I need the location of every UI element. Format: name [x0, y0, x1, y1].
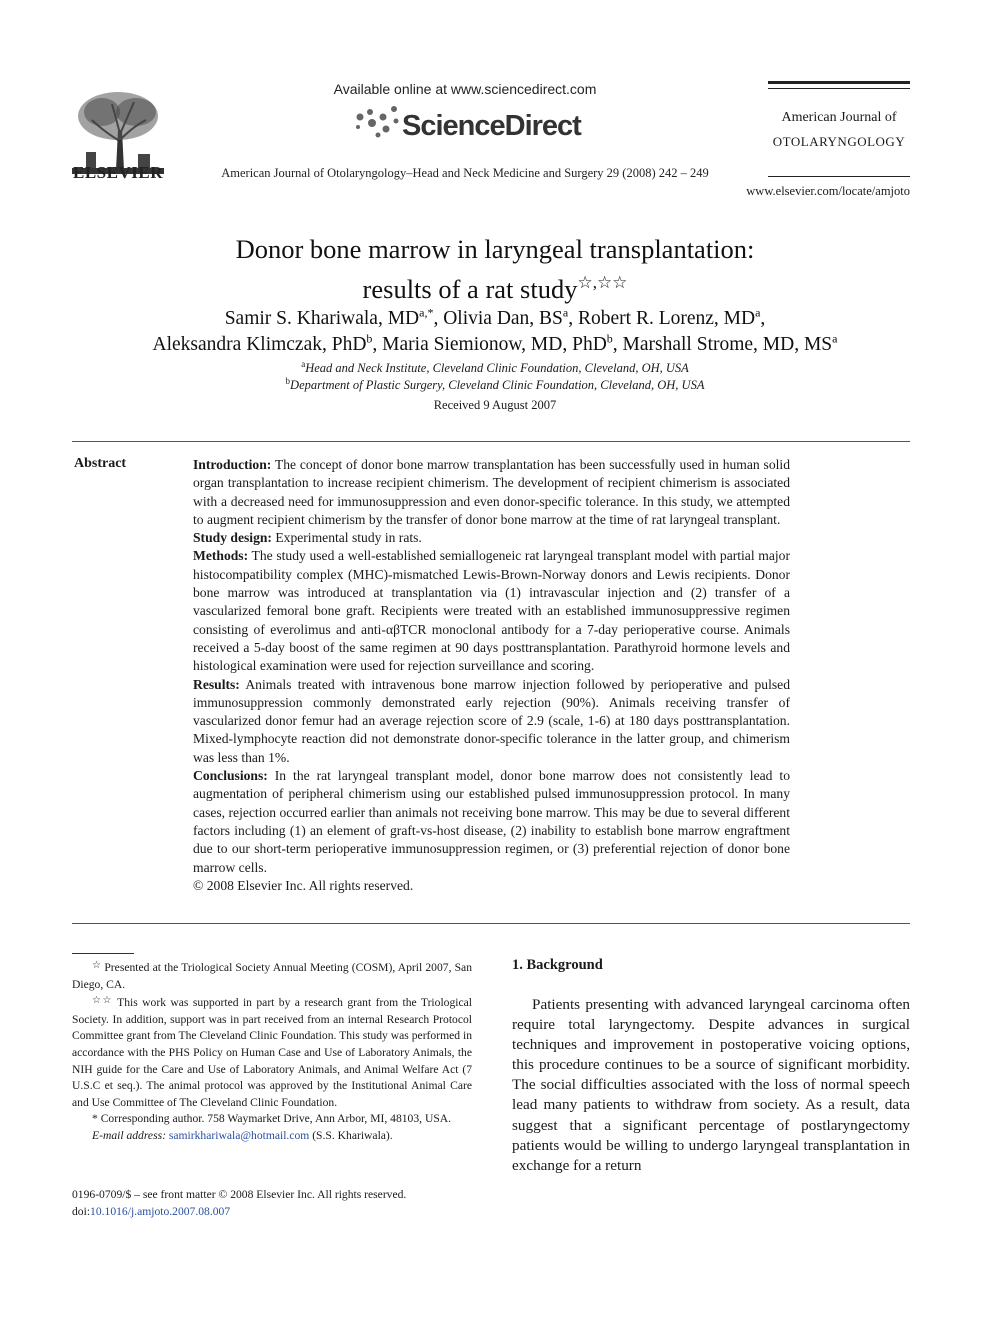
corresponding-mark: *: [92, 1112, 98, 1126]
star-footnote-mark: ☆: [92, 960, 102, 971]
affiliation-mark: b: [285, 375, 291, 386]
elsevier-wordmark: ELSEVIER: [73, 163, 163, 182]
front-matter-text: 0196-0709/$ – see front matter © 2008 Elsevier Inc. All rights reserved.: [72, 1188, 407, 1201]
footnote-corresponding: [72, 1111, 472, 1128]
abstract-heading: Results:: [193, 676, 240, 692]
badge-rule-top-thin: [768, 88, 910, 89]
author-list: [60, 306, 930, 358]
abstract-text: The concept of donor bone marrow transplantation has been successfully used in human solid organ transplantation to increase recipient chimerism. The development of recipient chimerism is associated with a decreased need for immunosuppression and even donor-specific tolerance. In this study, we attempted to augment recipient chimerism by the transfer of donor bone marrow at the time of rat laryngeal transplant.: [193, 457, 790, 527]
author-separator: ,: [760, 308, 766, 329]
journal-url-link[interactable]: www.elsevier.com/locate/amjoto: [746, 184, 910, 198]
background-paragraph: Patients presenting with advanced laryngeal carcinoma often require total laryngectomy. Despite advances in surgical techniques and improvement in postoperative voicing options, this procedure continues to be a source of significant morbidity. The social difficulties associated with the loss of normal speech lead many patients to withdraw from society. As a result, data suggest that a significant percentage of postlaryngectomy patients would be willing to undergo laryngeal transplantation in exchange for a return: [512, 996, 910, 1174]
author-affil-mark[interactable]: b: [606, 331, 613, 346]
author-name: Samir S. Khariwala, MD: [224, 308, 420, 329]
affiliation-text: Head and Neck Institute, Cleveland Clinic Foundation, Cleveland, OH, USA: [305, 361, 689, 375]
abstract-text: The study used a well-established semiallogeneic rat laryngeal transplant model with partial major histocompatibility complex (MHC)-mismatched Lewis-Brown-Norway donors and Lewis recipients. Donor bone marrow was introduced at transplantation via (1) intravascular injection and (2) transfer of a vascularized femoral bone graft. Recipients were treated with an established immunosuppressive regimen consisting of everolimus and anti-αβTCR monoclonal antibody for a 7-day perioperative course. Animals received a 5-day boost of the same regimen at 90 days posttransplantation. Parathyroid hormone levels and histological examination were used for rejection surveillance and scoring.: [193, 548, 790, 674]
email-link[interactable]: samirkhariwala@hotmail.com: [168, 1128, 310, 1142]
doi-line: [72, 1204, 472, 1221]
abstract-copyright: © 2008 Elsevier Inc. All rights reserved.: [193, 877, 414, 893]
abstract-body: [193, 456, 790, 895]
journal-badge-line1: American Journal of: [781, 110, 897, 125]
abstract-paragraph: [193, 456, 790, 529]
title-line2: results of a rat study: [362, 274, 578, 304]
badge-rule-bottom: [768, 176, 910, 177]
abstract-text: Animals treated with intravenous bone marrow injection followed by perioperative and pulsed immunosuppression commonly demonstrated early rejection (90%). Animals receiving transfer of vascularized donor femur had an average rejection score of 2.9 (scale, 1-6) at 180 days posttransplantation. Mixed-lymphocyte reaction did not demonstrate donor-specific tolerance in the latter group, and chimerism was less than 1%.: [193, 676, 790, 765]
abstract-label: Abstract: [74, 456, 127, 471]
abstract-heading: Introduction:: [193, 457, 272, 472]
abstract-text: Experimental study in rats.: [271, 530, 422, 546]
abstract-heading: Conclusions:: [193, 768, 268, 784]
affiliation-mark: a: [301, 358, 306, 369]
footnote-text: Corresponding author. 758 Waymarket Drive, Ann Arbor, MI, 48103, USA.: [97, 1112, 452, 1126]
author-name: Marshall Strome, MD, MS: [622, 334, 833, 355]
footnote-text: Presented at the Triological Society Annual Meeting (COSM), April 2007, San Diego, CA.: [72, 961, 472, 991]
badge-rule-top: [768, 81, 910, 84]
abstract-paragraph: [193, 547, 790, 675]
title-footnote-marks[interactable]: ☆,☆☆: [577, 273, 628, 292]
abstract-paragraph: [193, 529, 790, 547]
background-body: [512, 995, 910, 1176]
author-name: Aleksandra Klimczak, PhD: [152, 334, 367, 355]
title-line1: Donor bone marrow in laryngeal transplantation:: [235, 234, 755, 264]
affiliation-text: Department of Plastic Surgery, Cleveland Clinic Foundation, Cleveland, OH, USA: [290, 378, 705, 392]
author-affil-mark[interactable]: a,*: [419, 305, 434, 320]
abstract-heading: Methods:: [193, 548, 249, 564]
footnote-email: [72, 1128, 472, 1145]
author-name: Olivia Dan, BS: [443, 308, 563, 329]
abstract-paragraph: [193, 676, 790, 767]
email-label: E-mail address:: [92, 1128, 166, 1142]
sciencedirect-wordmark: ScienceDirect: [402, 110, 581, 142]
article-title: [100, 233, 890, 306]
email-suffix: (S.S. Khariwala).: [309, 1128, 393, 1142]
footnote-text: This work was supported in part by a research grant from the Triological Society. In addition, support was in part received from an internal Research Protocol Committee grant from The Cleveland Clinic Foundation. This study was performed in accordance with the PHS Policy on Human Case and Use of Laboratory Animals, the NIH guide for the Care and Use of Laboratory Animals, and Animal Welfare Act (7 U.S.C et seq.). The animal protocol was approved by the Institutional Animal Care and Use Committee of The Cleveland Clinic Foundation.: [72, 996, 472, 1109]
author-separator: ,: [372, 334, 383, 355]
abstract-paragraph: [193, 767, 790, 877]
journal-citation: American Journal of Otolaryngology–Head and Neck Medicine and Surgery 29 (2008) 242 – 249: [221, 166, 709, 180]
author-affil-mark[interactable]: b: [366, 331, 373, 346]
author-affil-mark[interactable]: a: [832, 331, 838, 346]
author-separator: ,: [612, 334, 623, 355]
author-separator: ,: [433, 308, 444, 329]
abstract-heading: Study design:: [193, 530, 272, 546]
footnote-funding: [72, 993, 472, 1111]
abstract-rule-bottom: [72, 923, 910, 924]
journal-badge-line2: OTOLARYNGOLOGY: [772, 134, 906, 149]
affiliations: [160, 360, 830, 394]
front-matter: [72, 1187, 472, 1220]
footnotes: [72, 958, 472, 1145]
star-footnote-mark: ☆☆: [92, 995, 113, 1007]
author-name: Robert R. Lorenz, MD: [578, 308, 756, 329]
abstract-rule-top: [72, 441, 910, 442]
author-affil-mark[interactable]: a: [562, 305, 569, 320]
author-separator: ,: [568, 308, 578, 329]
author-name: Maria Siemionow, MD, PhD: [382, 334, 607, 355]
abstract-text: In the rat laryngeal transplant model, donor bone marrow does not consistently lead to augmentation of peripheral chimerism using our established pulsed immunosuppression protocol. In many cases, rejection occurred earlier than animals not receiving bone marrow. This may be due to several different factors including (1) an element of graft-vs-host disease, (2) inability to establish bone marrow engraftment due to our short-term perioperative immunosuppression regimen, or (3) preferential rejection of donor bone marrow cells.: [193, 768, 790, 875]
section-heading-background: 1. Background: [512, 957, 603, 973]
available-online-text: Available online at www.sciencedirect.com: [333, 81, 597, 97]
author-affil-mark[interactable]: a: [755, 305, 761, 320]
received-date: Received 9 August 2007: [433, 398, 557, 412]
doi-label: doi:: [72, 1204, 91, 1218]
doi-link[interactable]: 10.1016/j.amjoto.2007.08.007: [90, 1204, 231, 1218]
footnote-presented: [72, 958, 472, 993]
footnote-rule: [72, 953, 134, 954]
